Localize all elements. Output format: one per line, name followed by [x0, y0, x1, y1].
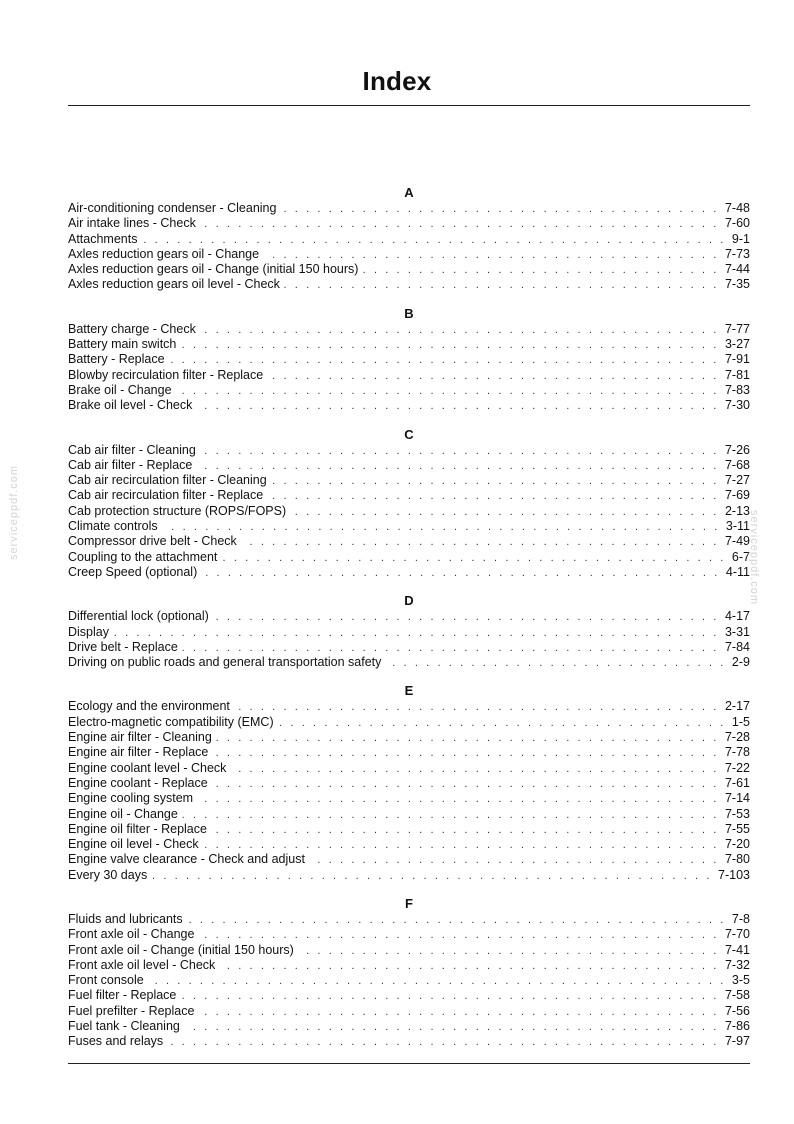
index-section: [68, 682, 750, 883]
index-entry: [68, 943, 750, 958]
header-divider: [68, 105, 750, 106]
entry-label: Every 30 days: [68, 867, 148, 882]
dot-leader: [290, 505, 719, 520]
section-letter: C: [404, 426, 414, 442]
index-entry: [68, 988, 750, 1003]
index-entry: [68, 868, 750, 883]
index-entry: [68, 519, 750, 534]
entry-label: Ecology and the environment: [68, 699, 230, 714]
index-entry: [68, 655, 750, 670]
section-letter: A: [404, 185, 414, 200]
entry-label: Front console: [68, 973, 144, 988]
dot-leader: [241, 535, 719, 550]
dot-leader: [213, 610, 719, 625]
entry-label: Fuel prefilter - Replace: [68, 1003, 195, 1018]
entry-page-number: 9-1: [731, 231, 750, 246]
entry-page-number: 7-80: [724, 852, 750, 867]
dot-leader: [180, 989, 719, 1004]
entry-page-number: 7-103: [718, 867, 750, 882]
index-entry: [68, 458, 750, 473]
entry-page-number: 7-49: [724, 534, 750, 549]
entry-page-number: 7-44: [724, 262, 750, 277]
section-letter: F: [405, 895, 413, 911]
index-entry: [68, 912, 750, 927]
entry-page-number: 7-83: [724, 382, 750, 397]
entry-page-number: 3-11: [725, 519, 750, 534]
entry-page-number: 7-68: [724, 457, 750, 472]
index-list: [68, 184, 750, 1062]
entry-page-number: 3-31: [724, 624, 750, 639]
entry-page-number: 7-20: [724, 837, 750, 852]
index-entry: [68, 504, 750, 519]
index-entry: [68, 247, 750, 262]
index-entry: [68, 352, 750, 367]
entry-page-number: 7-55: [724, 821, 750, 836]
index-entry: [68, 745, 750, 760]
index-entry: [68, 822, 750, 837]
index-entry: [68, 852, 750, 867]
index-entry: [68, 807, 750, 822]
watermark-right: serviceppdf.com: [748, 510, 760, 606]
dot-leader: [200, 444, 719, 459]
dot-leader: [212, 746, 719, 761]
dot-leader: [230, 762, 719, 777]
dot-leader: [197, 792, 719, 807]
index-entry: [68, 232, 750, 247]
entry-label: Display: [68, 624, 109, 639]
entry-label: Engine coolant level - Check: [68, 760, 227, 775]
index-entry: [68, 837, 750, 852]
footer-divider: [68, 1063, 750, 1064]
dot-leader: [385, 656, 726, 671]
index-entry: [68, 791, 750, 806]
dot-leader: [182, 641, 719, 656]
entry-label: Fuel filter - Replace: [68, 988, 177, 1003]
entry-page-number: 7-97: [724, 1034, 750, 1049]
dot-leader: [182, 808, 719, 823]
index-entry: [68, 730, 750, 745]
entry-page-number: 7-86: [724, 1019, 750, 1034]
dot-leader: [216, 731, 719, 746]
dot-leader: [200, 217, 719, 232]
dot-leader: [362, 263, 719, 278]
entry-label: Brake oil - Change: [68, 382, 172, 397]
dot-leader: [169, 353, 719, 368]
section-letter: D: [404, 593, 414, 609]
entry-page-number: 7-77: [724, 321, 750, 336]
entry-page-number: 7-41: [724, 942, 750, 957]
entry-label: Engine coolant - Replace: [68, 775, 208, 790]
dot-leader: [278, 716, 726, 731]
index-entry: [68, 761, 750, 776]
entry-page-number: 7-27: [724, 473, 750, 488]
index-entry: [68, 609, 750, 624]
entry-label: Driving on public roads and general transportation safety: [68, 655, 382, 670]
entry-page-number: 7-58: [724, 988, 750, 1003]
entry-label: Brake oil level - Check: [68, 398, 193, 413]
entry-label: Air intake lines - Check: [68, 216, 196, 231]
index-entry: [68, 625, 750, 640]
dot-leader: [184, 1020, 719, 1035]
entry-label: Front axle oil - Change: [68, 927, 195, 942]
entry-page-number: 7-81: [724, 367, 750, 382]
dot-leader: [298, 944, 719, 959]
entry-page-number: 7-70: [724, 927, 750, 942]
entry-label: Blowby recirculation filter - Replace: [68, 367, 264, 382]
entry-page-number: 7-78: [724, 745, 750, 760]
dot-leader: [198, 1005, 719, 1020]
entry-label: Axles reduction gears oil level - Check: [68, 277, 280, 292]
entry-label: Front axle oil level - Check: [68, 957, 216, 972]
dot-leader: [148, 974, 726, 989]
index-entry: [68, 1019, 750, 1034]
entry-label: Attachments: [68, 231, 138, 246]
entry-label: Compressor drive belt - Check: [68, 534, 237, 549]
dot-leader: [284, 278, 719, 293]
index-entry: [68, 1034, 750, 1049]
entry-page-number: 7-56: [724, 1003, 750, 1018]
page-title: Index: [362, 66, 432, 96]
dot-leader: [267, 489, 719, 504]
dot-leader: [212, 777, 719, 792]
entry-page-number: 7-73: [724, 246, 750, 261]
entry-label: Electro-magnetic compatibility (EMC): [68, 714, 274, 729]
dot-leader: [198, 928, 719, 943]
entry-label: Engine oil filter - Replace: [68, 821, 207, 836]
index-entry: [68, 277, 750, 292]
index-section: [68, 305, 750, 414]
index-entry: [68, 443, 750, 458]
entry-label: Drive belt - Replace: [68, 639, 178, 654]
entry-page-number: 2-17: [724, 699, 750, 714]
index-entry: [68, 383, 750, 398]
index-entry: [68, 488, 750, 503]
dot-leader: [113, 626, 719, 641]
index-entry: [68, 565, 750, 580]
index-entry: [68, 1004, 750, 1019]
entry-page-number: 3-27: [724, 337, 750, 352]
dot-leader: [211, 823, 719, 838]
entry-page-number: 7-53: [724, 806, 750, 821]
entry-page-number: 7-48: [724, 201, 750, 215]
index-entry: [68, 534, 750, 549]
dot-leader: [280, 202, 719, 217]
entry-page-number: 7-35: [724, 277, 750, 292]
dot-leader: [267, 369, 719, 384]
entry-label: Fuses and relays: [68, 1034, 164, 1049]
index-entry: [68, 776, 750, 791]
index-entry: [68, 337, 750, 352]
index-entry: [68, 322, 750, 337]
index-entry: [68, 262, 750, 277]
entry-page-number: 7-69: [724, 488, 750, 503]
entry-page-number: 7-28: [724, 730, 750, 745]
entry-page-number: 4-17: [724, 609, 750, 624]
dot-leader: [221, 551, 726, 566]
dot-leader: [141, 233, 725, 248]
dot-leader: [219, 959, 719, 974]
dot-leader: [196, 399, 719, 414]
index-entry: [68, 201, 750, 216]
entry-label: Engine oil level - Check: [68, 837, 199, 852]
entry-label: Battery main switch: [68, 337, 177, 352]
dot-leader: [151, 869, 712, 884]
index-entry: [68, 398, 750, 413]
entry-label: Climate controls: [68, 519, 158, 534]
entry-label: Cab air recirculation filter - Cleaning: [68, 473, 267, 488]
section-letter: E: [404, 683, 414, 699]
dot-leader: [200, 323, 719, 338]
entry-label: Fluids and lubricants: [68, 911, 183, 926]
entry-label: Cab air filter - Cleaning: [68, 442, 196, 457]
entry-label: Engine oil - Change: [68, 806, 178, 821]
index-entry: [68, 550, 750, 565]
entry-page-number: 7-8: [731, 911, 750, 926]
entry-page-number: 4-11: [725, 564, 750, 579]
entry-label: Battery charge - Check: [68, 321, 196, 336]
index-section: [68, 592, 750, 670]
entry-label: Engine air filter - Cleaning: [68, 730, 212, 745]
index-entry: [68, 927, 750, 942]
entry-page-number: 7-61: [724, 775, 750, 790]
index-section: [68, 184, 750, 293]
entry-label: Cab air filter - Replace: [68, 457, 193, 472]
dot-leader: [180, 338, 719, 353]
index-entry: [68, 699, 750, 714]
entry-label: Engine valve clearance - Check and adjust: [68, 852, 305, 867]
index-entry: [68, 973, 750, 988]
entry-page-number: 7-91: [724, 352, 750, 367]
entry-label: Front axle oil - Change (initial 150 hours): [68, 942, 294, 957]
dot-leader: [309, 853, 719, 868]
entry-page-number: 1-5: [731, 714, 750, 729]
entry-page-number: 6-7: [731, 549, 750, 564]
entry-page-number: 2-13: [724, 503, 750, 518]
index-entry: [68, 473, 750, 488]
section-letter: B: [404, 305, 414, 321]
index-entry: [68, 216, 750, 231]
dot-leader: [176, 384, 719, 399]
entry-label: Cab protection structure (ROPS/FOPS): [68, 503, 287, 518]
dot-leader: [271, 474, 719, 489]
entry-label: Creep Speed (optional): [68, 564, 198, 579]
entry-page-number: 3-5: [731, 973, 750, 988]
index-section: [68, 895, 750, 1050]
dot-leader: [167, 1035, 719, 1050]
dot-leader: [162, 520, 720, 535]
entry-label: Fuel tank - Cleaning: [68, 1019, 180, 1034]
entry-label: Cab air recirculation filter - Replace: [68, 488, 264, 503]
entry-page-number: 7-14: [724, 791, 750, 806]
entry-label: Coupling to the attachment: [68, 549, 218, 564]
index-entry: [68, 368, 750, 383]
entry-page-number: 7-26: [724, 442, 750, 457]
entry-label: Axles reduction gears oil - Change: [68, 246, 260, 261]
index-entry: [68, 958, 750, 973]
dot-leader: [203, 838, 719, 853]
entry-label: Engine cooling system: [68, 791, 194, 806]
entry-page-number: 7-60: [724, 216, 750, 231]
entry-label: Differential lock (optional): [68, 609, 209, 624]
entry-label: Axles reduction gears oil - Change (initial 150 hours): [68, 262, 359, 277]
dot-leader: [263, 248, 719, 263]
entry-page-number: 7-22: [724, 760, 750, 775]
index-section: [68, 426, 750, 581]
entry-page-number: 7-30: [724, 398, 750, 413]
entry-label: Air-conditioning condenser - Cleaning: [68, 201, 277, 215]
entry-label: Battery - Replace: [68, 352, 165, 367]
watermark-left: serviceppdf.com: [8, 464, 20, 560]
entry-page-number: 2-9: [731, 655, 750, 670]
dot-leader: [196, 459, 719, 474]
entry-label: Engine air filter - Replace: [68, 745, 209, 760]
entry-page-number: 7-84: [724, 639, 750, 654]
index-entry: [68, 640, 750, 655]
dot-leader: [187, 913, 726, 928]
entry-page-number: 7-32: [724, 957, 750, 972]
dot-leader: [201, 566, 720, 581]
dot-leader: [234, 700, 719, 715]
index-entry: [68, 715, 750, 730]
